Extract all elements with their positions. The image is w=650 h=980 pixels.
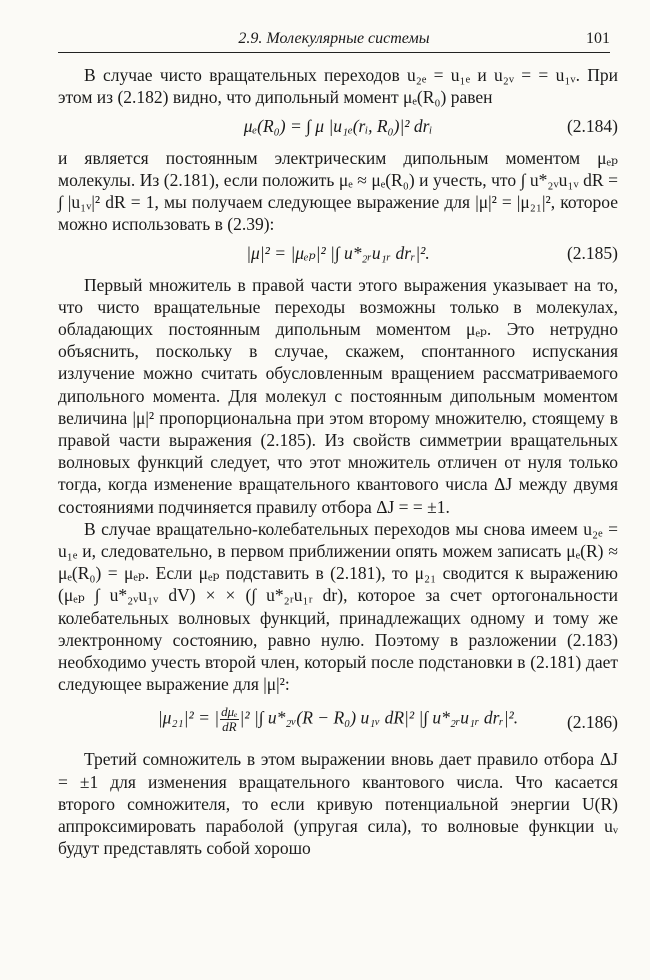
paragraph-permanent-dipole: и является постоянным электрическим дипольным моментом μₑₚ молекулы. Из (2.181), если положить μₑ ≈ μₑ(R₀) и учесть, что ∫ u*₂ᵥu₁ᵥ dR = ∫ |u₁ᵥ|² dR = 1, мы получаем следующее выражение для |μ|² = |μ₂₁|², которое можно использовать в (2.39):: [58, 147, 618, 235]
paragraph-third-factor: Третий сомножитель в этом выражении вновь дает правило отбора ΔJ = ±1 для изменения вращательного квантового числа. Что касается второго сомножителя, то если кривую потенциальной энергии U(R) аппроксимировать параболой (упругая сила), то волновые функции uᵥ будут представлять собой хорошо: [58, 749, 618, 859]
equation-2-185: [58, 242, 618, 264]
equation-expression: |μ|² = |μₑₚ|² |∫ u*₂ᵣu₁ᵣ drᵣ|².: [246, 243, 430, 264]
body-text: [58, 64, 618, 860]
fraction-numerator: dμₑ: [221, 704, 238, 720]
paragraph-rovibrational-transitions: В случае вращательно-колебательных переходов мы снова имеем u₂ₑ = u₁ₑ и, следовательно, в первом приближении опять можем записать μₑ(R) ≈ μₑ(R₀) = μₑₚ. Если μₑₚ подставить в (2.181), то μ₂₁ сводится к выражению (μₑₚ ∫ u*₂ᵥu₁ᵥ dV) × × (∫ u*₂ᵣu₁ᵣ dr), которое за счет ортогональности колебательных волновых функций, принадлежащих одному и тому же электронному состоянию, равно нулю. Поэтому в разложении (2.183) необходимо учесть второй член, который после подстановки в (2.181) дает следующее выражение для |μ|²:: [58, 518, 618, 695]
equation-expression: μₑ(R₀) = ∫ μ |u₁ₑ(rᵢ, R₀)|² drᵢ: [243, 116, 433, 137]
equation-number: (2.185): [566, 243, 618, 264]
derivative-fraction: [220, 705, 238, 734]
equation-number: (2.186): [566, 712, 618, 733]
fraction-denominator: dR: [222, 719, 237, 735]
equation-2-184: [58, 115, 618, 137]
equation-lhs: |μ₂₁|² = |: [157, 708, 220, 728]
section-title: 2.9. Молекулярные системы: [238, 30, 430, 47]
paragraph-first-factor: Первый множитель в правой части этого выражения указывает на то, что чисто вращательные переходы возможны только в молекулах, обладающих постоянным дипольным моментом μₑₚ. Это нетрудно объяснить, поскольку в случае, скажем, спонтанного испускания излучение можно считать обусловленным вращением рассматриваемого дипольного момента. Для молекул с постоянным дипольным моментом величина |μ|² пропорциональна при этом второму множителю, стоящему в правой части выражения (2.185). Из свойств симметрии вращательных волновых функций следует, что этот множитель отличен от нуля только тогда, когда изменение вращательного квантового числа ΔJ между двумя состояниями подчиняется правилу отбора ΔJ = = ±1.: [58, 274, 618, 517]
equation-2-186: [58, 705, 618, 734]
equation-rhs: |² |∫ u*₂ᵥ(R − R₀) u₁ᵥ dR|² |∫ u*₂ᵣu₁ᵣ drᵣ|².: [239, 708, 519, 728]
paragraph-rotational-transitions: В случае чисто вращательных переходов u₂ₑ = u₁ₑ и u₂ᵥ = = u₁ᵥ. При этом из (2.182) видно, что дипольный момент μₑ(R₀) равен: [58, 65, 618, 108]
equation-number: (2.184): [566, 116, 618, 137]
page-number: 101: [586, 30, 610, 47]
running-header: [58, 26, 610, 53]
